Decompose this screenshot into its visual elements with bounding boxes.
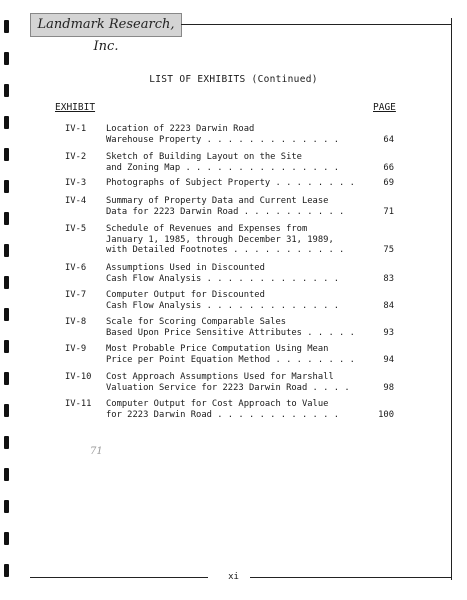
exhibit-number: IV-6 (65, 263, 87, 273)
exhibit-description-line: Assumptions Used in Discounted (106, 263, 265, 273)
exhibit-description (106, 178, 368, 189)
exhibit-description (106, 124, 368, 145)
exhibit-description (106, 224, 368, 256)
exhibit-description-line: Summary of Property Data and Current Lease (106, 196, 329, 206)
exhibit-description (106, 344, 368, 365)
exhibit-page-number: 98 (383, 382, 394, 393)
exhibit-description-line: Scale for Scoring Comparable Sales (106, 317, 287, 327)
exhibit-description-line: Cost Approach Assumptions Used for Marshall (106, 372, 334, 382)
exhibit-number: IV-3 (65, 178, 87, 188)
letterhead-logo: Landmark Research, Inc. (30, 13, 182, 37)
exhibit-page-number: 100 (378, 409, 394, 420)
binding-hole (4, 148, 9, 161)
exhibit-page-number: 93 (383, 327, 394, 338)
exhibit-description-line: Warehouse Property . . . . . . . . . . . . . (106, 134, 340, 145)
binding-hole (4, 244, 9, 257)
page-number: xi (228, 572, 239, 582)
exhibit-description (106, 152, 368, 173)
exhibit-number: IV-1 (65, 124, 87, 134)
binding-hole (4, 404, 9, 417)
exhibit-description (106, 196, 368, 217)
exhibit-page-number: 84 (383, 300, 394, 311)
exhibit-description-line: Location of 2223 Darwin Road (106, 124, 255, 134)
binding-hole (4, 340, 9, 353)
binding-hole (4, 52, 9, 65)
page-border-right (451, 18, 452, 580)
binding-hole (4, 308, 9, 321)
exhibit-description-line: with Detailed Footnotes . . . . . . . . . . . (106, 245, 345, 255)
exhibit-description-line: Computer Output for Discounted (106, 290, 265, 300)
handwritten-mark: 71 (90, 446, 103, 457)
binding-hole (4, 372, 9, 385)
exhibit-column-header: EXHIBIT (55, 102, 96, 113)
exhibit-description-line: and Zoning Map . . . . . . . . . . . . . . . (106, 162, 340, 173)
page-column-header: PAGE (373, 102, 396, 113)
exhibit-description-line: Sketch of Building Layout on the Site (106, 152, 302, 162)
exhibit-number: IV-2 (65, 152, 87, 162)
letterhead-rule (181, 24, 452, 25)
binding-hole (4, 20, 9, 33)
exhibit-description-line: January 1, 1985, through December 31, 1989, (106, 234, 334, 245)
binding-hole (4, 116, 9, 129)
binding-hole (4, 436, 9, 449)
exhibit-page-number: 64 (383, 134, 394, 145)
exhibit-number: IV-8 (65, 317, 87, 327)
exhibit-description (106, 263, 368, 284)
exhibit-description-line: Most Probable Price Computation Using Mean (106, 344, 329, 354)
exhibit-page-number: 66 (383, 162, 394, 173)
exhibit-page-number: 71 (383, 206, 394, 217)
binding-hole (4, 84, 9, 97)
exhibit-description-line: Computer Output for Cost Approach to Value (106, 399, 329, 409)
binding-hole (4, 212, 9, 225)
exhibit-description-line: Photographs of Subject Property . . . . . . . . (106, 178, 355, 188)
exhibit-number: IV-11 (65, 399, 92, 409)
exhibit-number: IV-10 (65, 372, 92, 382)
exhibit-description-line: Price per Point Equation Method . . . . . . . . (106, 354, 355, 365)
exhibit-page-number: 75 (383, 245, 394, 255)
exhibit-description-line: for 2223 Darwin Road . . . . . . . . . . . . (106, 409, 340, 420)
exhibit-description (106, 399, 368, 420)
binding-hole (4, 276, 9, 289)
exhibit-description (106, 372, 368, 393)
exhibit-number: IV-4 (65, 196, 87, 206)
binding-hole (4, 500, 9, 513)
exhibit-description-line: Schedule of Revenues and Expenses from (106, 224, 308, 234)
binding-hole (4, 468, 9, 481)
exhibit-page-number: 69 (383, 178, 394, 188)
exhibit-description (106, 290, 368, 311)
exhibit-description (106, 317, 368, 338)
exhibit-description-line: Valuation Service for 2223 Darwin Road . . . . (106, 382, 350, 393)
binding-hole (4, 180, 9, 193)
exhibit-description-line: Data for 2223 Darwin Road . . . . . . . . . . (106, 206, 345, 217)
page-title: LIST OF EXHIBITS (Continued) (149, 74, 318, 85)
exhibit-number: IV-9 (65, 344, 87, 354)
exhibit-number: IV-5 (65, 224, 87, 234)
binding-hole (4, 532, 9, 545)
exhibit-number: IV-7 (65, 290, 87, 300)
exhibit-page-number: 83 (383, 273, 394, 284)
exhibit-page-number: 94 (383, 354, 394, 365)
exhibit-description-line: Based Upon Price Sensitive Attributes . . . . . (106, 327, 355, 338)
exhibit-description-line: Cash Flow Analysis . . . . . . . . . . . . . (106, 273, 340, 284)
exhibit-description-line: Cash Flow Analysis . . . . . . . . . . . . . (106, 300, 340, 311)
